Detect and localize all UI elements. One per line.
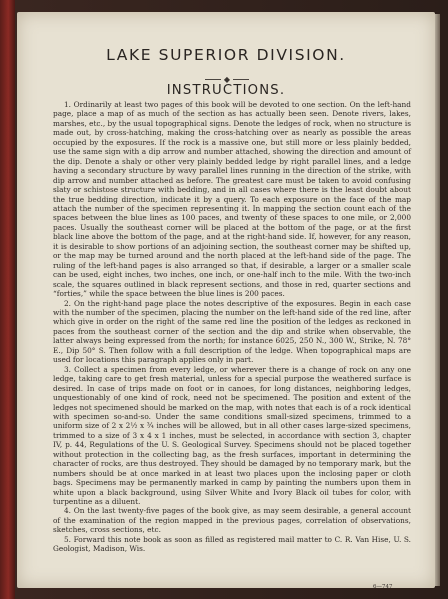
page-title: LAKE SUPERIOR DIVISION. [106,46,346,64]
print-code: 6—747 [373,584,393,590]
instructions-body [53,100,411,554]
ornament-rule-right [233,79,249,80]
instruction-paragraph-3: 3. Collect a specimen from every ledge, or wherever there is a change of rock on any one ledge, taking care to get fresh material, unless for a special purpose the weathered surface is desired. In case of trips made on foot or in canoes, for long distances, neighboring ledges, unquestionably of one kind of rock, need not be specimened. The position and extent of the ledges not specimened should be marked on the map, with notes that each is of a rock identical with specimen so-and-so. Under the same conditions small-sized specimens, trimmed to a uniform size of 2 x 2½ x ¾ inches will be allowed, but in all other cases large-sized specimens, trimmed to a size of 3 x 4 x 1 inches, must be selected, in accordance with section 3, chapter IV, p. 44, Regulations of the U. S. Geological Survey. Specimens should not be placed together without protection in the collecting bag, as the fresh surfaces, important in determining the character of rocks, are thus destroyed. They should be damaged by no temporary mark, but the numbers should be at once marked in at least two places upon the inclosing paper or cloth bags. Specimens may be permanently marked in camp by painting the numbers upon them in white upon a black background, using Silver White and Ivory Black oil tubes for color, with turpentine as a diluent. [53,364,411,507]
instruction-paragraph-2: 2. On the right-hand page place the notes descriptive of the exposures. Begin in each case with the number of the specimen, placing the number on the left-hand side of the red line, after which give in order on the right of the same red line the position of the ledges as reckoned in paces from the southeast corner of the section and the dip and strike when observable, the latter always being expressed from the north; for instance 6025, 250 N., 300 W., Strike, N. 78° E., Dip 50° S. Then follow with a full description of the ledge. When topographical maps are used for locations this paragraph applies only in part. [53,298,411,365]
ornament-diamond-icon: ◆ [223,75,231,84]
instruction-paragraph-4: 4. On the last twenty-five pages of the book give, as may seem desirable, a general account of the examination of the region mapped in the previous pages, correlation of observations, sketches, cross sections, etc. [53,506,411,535]
ornament-rule-left [205,79,221,80]
instruction-paragraph-5: 5. Forward this note book as soon as filled as registered mail matter to C. R. Van Hise, U. S. Geologist, Madison, Wis. [53,534,411,554]
book-spine [0,0,15,599]
section-heading: INSTRUCTIONS. [166,83,286,98]
document-page [17,12,435,588]
instruction-paragraph-1: 1. Ordinarily at least two pages of this book will be devoted to one section. On the left-hand page, place a map of as much of the section as has actually been seen. Denote rivers, lakes, marshes, etc., by the usual topographical signs. Denote the ledges of rock, when no structure is made out, by cross-hatching, making the cross-hatching over as nearly as possible the areas occupied by the exposures. If the rock is a massive one, but still more or less plainly bedded, use the same sign with a dip arrow and number attached, showing the direction and amount of the dip. Denote a shaly or other very plainly bedded ledge by right parallel lines, and a ledge having a secondary structure by wavy parallel lines running in the direction of the strike, with dip arrow and number attached as before. The greatest care must be taken to avoid confusing slaty or schistose structure with bedding, and in all cases where there is the least doubt about the true bedding direction, indicate it by a query. To each exposure on the face of the map attach the number of the specimen representing it. In mapping the section count each of the spaces between the blue lines as 100 paces, and twenty of these spaces to one mile, or 2,000 paces. Usually the southeast corner will be placed at the bottom of the page, or at the first black line above the bottom of the page, and at the right-hand side. If, however, for any reason, it is desirable to show portions of an adjoining section, the southeast corner may be shifted up, or the map may be turned around and the north placed at the left-hand side of the page. The ruling of the left-hand pages is also arranged so that, if desirable, a larger or a smaller scale can be used, eight inches, two inches, one inch, or one-half inch to the mile. With the two-inch scale, the squares outlined in black represent sections, and those in red, quarter sections and “forties,” while the space between the blue lines is 200 paces. [53,100,411,299]
